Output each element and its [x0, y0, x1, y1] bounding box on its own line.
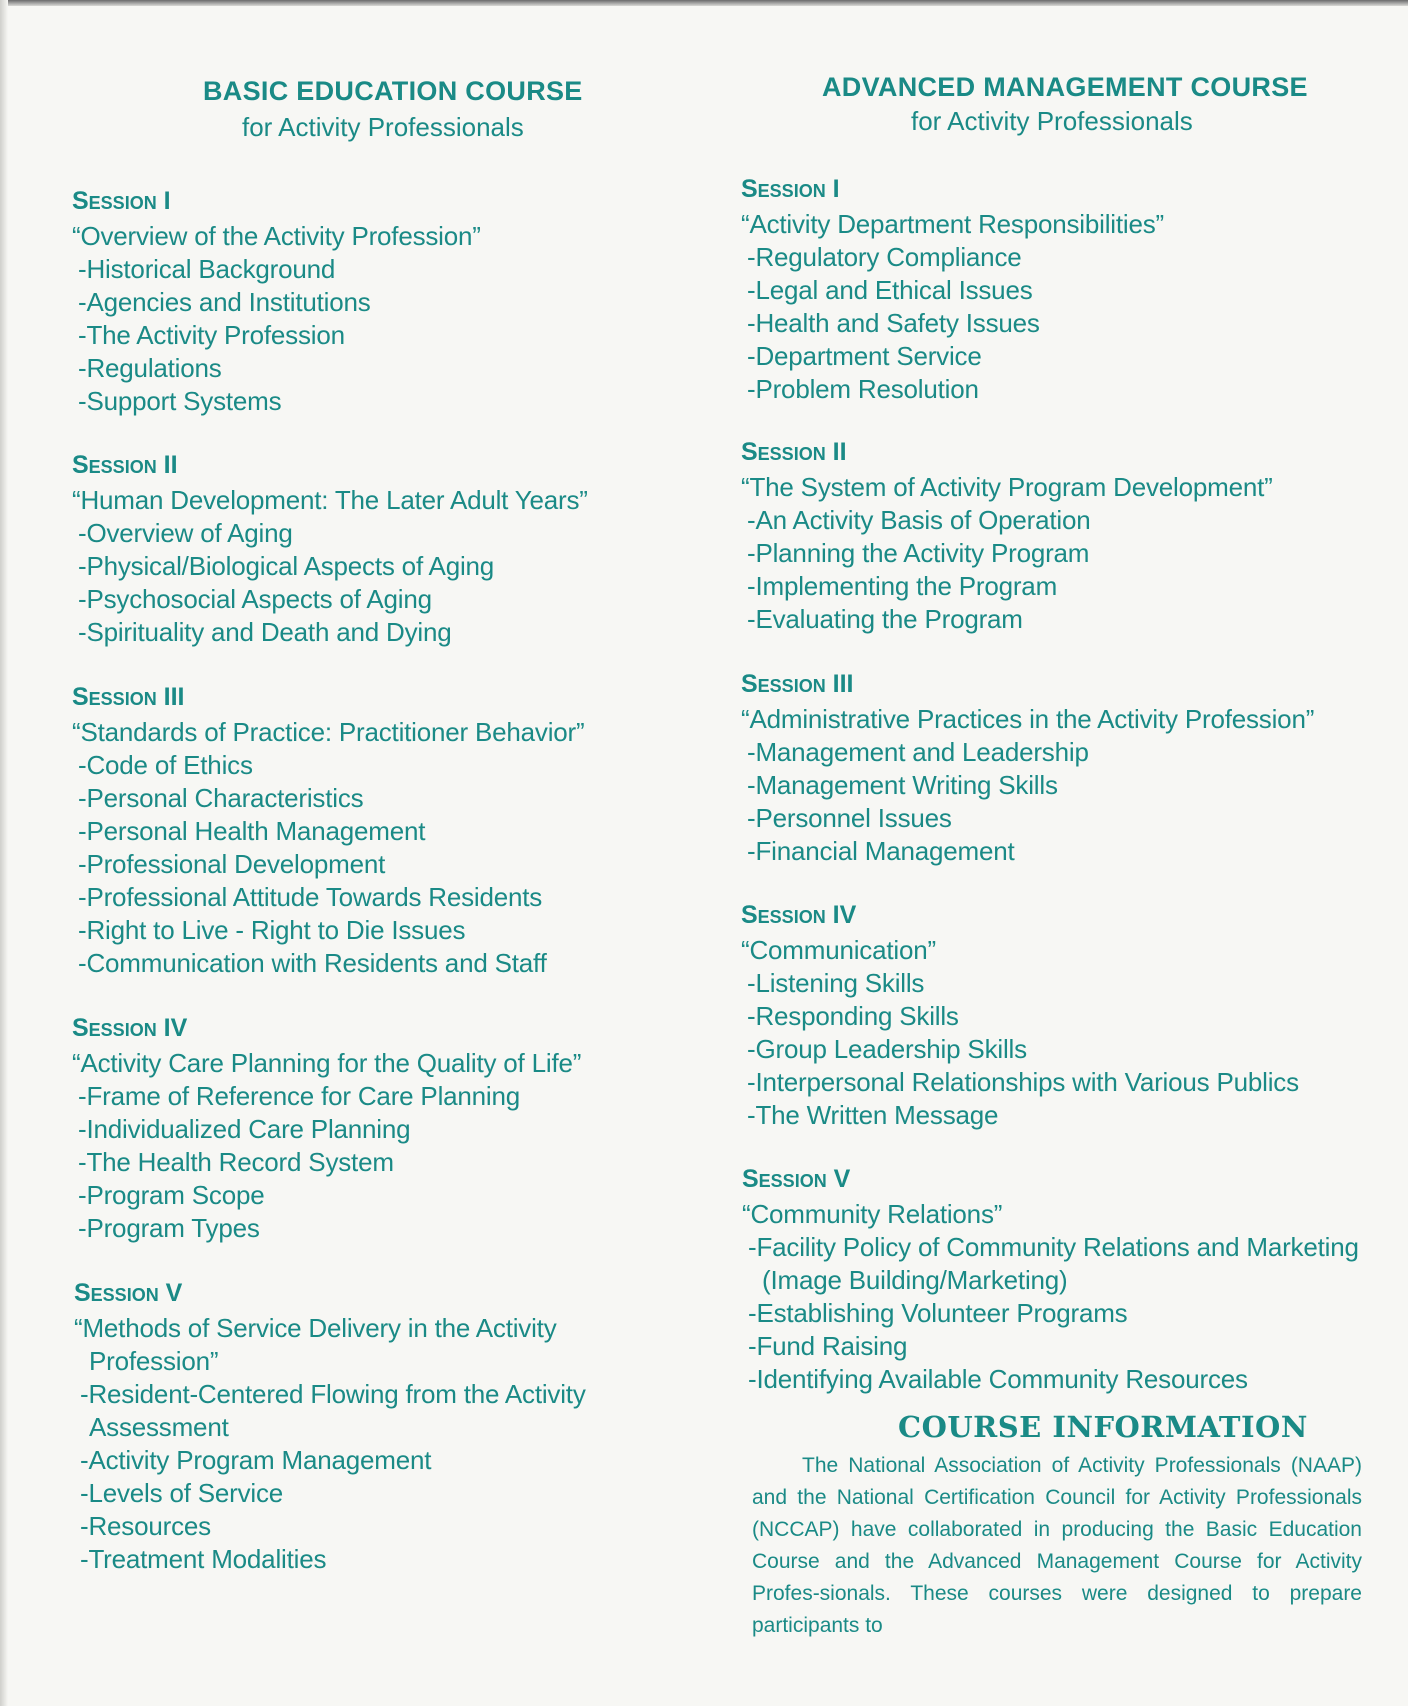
basic-session-2 — [72, 450, 588, 649]
session-item: -Listening Skills — [747, 968, 925, 998]
session-item: -Professional Attitude Towards Residents — [78, 882, 543, 912]
course-information-body — [752, 1450, 1362, 1642]
session-item: -Agencies and Institutions — [78, 287, 371, 317]
session-label: Session I — [72, 187, 171, 215]
session-item-continued: Assessment — [89, 1412, 229, 1442]
basic-course-title: BASIC EDUCATION COURSE — [203, 76, 583, 106]
session-label: Session IV — [72, 1014, 188, 1042]
session-item: -Fund Raising — [748, 1331, 908, 1361]
session-topic: “Community Relations” — [742, 1199, 1003, 1229]
session-item: -Management Writing Skills — [747, 770, 1058, 800]
session-item: -Spirituality and Death and Dying — [78, 617, 452, 647]
session-item: -Health and Safety Issues — [747, 308, 1040, 338]
session-item: -Personnel Issues — [747, 803, 952, 833]
session-topic-continued: Profession” — [89, 1346, 219, 1376]
session-item: -Right to Live - Right to Die Issues — [78, 915, 466, 945]
session-item: -Professional Development — [78, 849, 386, 879]
session-label: Session III — [741, 670, 854, 698]
session-item: -Support Systems — [78, 386, 282, 416]
session-item: -Frame of Reference for Care Planning — [78, 1081, 521, 1111]
session-item: -The Activity Profession — [78, 320, 345, 350]
session-topic: “Administrative Practices in the Activity Profession” — [741, 704, 1315, 734]
session-item: -Code of Ethics — [78, 750, 253, 780]
session-item: -The Written Message — [747, 1100, 999, 1130]
session-item: -Resident-Centered Flowing from the Activity — [80, 1379, 586, 1409]
session-label: Session III — [72, 683, 185, 711]
course-information-title: COURSE INFORMATION — [898, 1410, 1308, 1444]
session-item: -Facility Policy of Community Relations and Marketing — [748, 1232, 1359, 1262]
session-item: -Communication with Residents and Staff — [78, 948, 547, 978]
session-item: -Responding Skills — [747, 1001, 959, 1031]
session-item: -Personal Characteristics — [78, 783, 364, 813]
basic-course-subtitle: for Activity Professionals — [242, 112, 524, 142]
session-item: -Department Service — [747, 341, 982, 371]
session-item-continued: (Image Building/Marketing) — [762, 1265, 1068, 1295]
session-label: Session IV — [741, 901, 857, 929]
session-item: -Psychosocial Aspects of Aging — [78, 584, 432, 614]
session-item: -Levels of Service — [80, 1478, 284, 1508]
session-label: Session II — [741, 438, 847, 466]
session-topic: “Methods of Service Delivery in the Activity — [74, 1313, 557, 1343]
session-item: -Group Leadership Skills — [747, 1034, 1027, 1064]
session-label: Session I — [741, 175, 840, 203]
basic-session-3 — [72, 682, 584, 980]
session-item: -Evaluating the Program — [747, 604, 1023, 634]
advanced-session-2 — [741, 437, 1273, 636]
basic-session-5 — [74, 1278, 586, 1576]
basic-session-4 — [72, 1013, 581, 1245]
session-item: -Problem Resolution — [747, 374, 979, 404]
advanced-session-5 — [742, 1164, 1359, 1396]
advanced-session-3 — [741, 669, 1314, 868]
session-item: -Resources — [80, 1511, 211, 1541]
course-information-paragraph: The National Association of Activity Professionals (NAAP) and the National Certification Council for Activity Professionals (NCCAP) have collaborated in producing the Basic Education Course and the Advanced Management Course for Activity Profes-sionals. These courses were designed to prepare participants to — [752, 1454, 1362, 1637]
advanced-course-subtitle: for Activity Professionals — [911, 106, 1193, 136]
session-item: -Historical Background — [78, 254, 336, 284]
session-label: Session V — [74, 1279, 183, 1307]
session-label: Session II — [72, 451, 178, 479]
session-topic: “Activity Department Responsibilities” — [741, 209, 1164, 239]
session-topic: “Overview of the Activity Profession” — [72, 221, 481, 251]
session-item: -Physical/Biological Aspects of Aging — [78, 551, 495, 581]
basic-session-1 — [72, 186, 481, 418]
session-topic: “Human Development: The Later Adult Years” — [72, 485, 588, 515]
session-item: -Treatment Modalities — [80, 1544, 327, 1574]
session-topic: “Standards of Practice: Practitioner Behavior” — [72, 717, 585, 747]
session-item: -Interpersonal Relationships with Various Publics — [747, 1067, 1299, 1097]
advanced-session-4 — [741, 900, 1299, 1132]
session-topic: “Communication” — [741, 935, 936, 965]
session-item: -Regulations — [78, 353, 222, 383]
advanced-session-1 — [741, 174, 1164, 406]
session-item: -Regulatory Compliance — [747, 242, 1022, 272]
session-item: -Establishing Volunteer Programs — [748, 1298, 1128, 1328]
session-item: -Legal and Ethical Issues — [747, 275, 1033, 305]
page-left-edge — [0, 0, 8, 1706]
session-item: -Management and Leadership — [747, 737, 1089, 767]
page-top-edge — [0, 0, 1408, 6]
session-item: -The Health Record System — [78, 1147, 394, 1177]
session-item: -Personal Health Management — [78, 816, 426, 846]
session-item: -Financial Management — [747, 836, 1015, 866]
session-item: -Overview of Aging — [78, 518, 293, 548]
session-item: -Planning the Activity Program — [747, 538, 1090, 568]
session-topic: “The System of Activity Program Development” — [741, 472, 1273, 502]
session-item: -Program Types — [78, 1213, 260, 1243]
session-item: -Activity Program Management — [80, 1445, 432, 1475]
session-item: -An Activity Basis of Operation — [747, 505, 1091, 535]
session-item: -Individualized Care Planning — [78, 1114, 411, 1144]
session-topic: “Activity Care Planning for the Quality of Life” — [72, 1048, 582, 1078]
session-item: -Implementing the Program — [747, 571, 1058, 601]
session-item: -Identifying Available Community Resources — [748, 1364, 1248, 1394]
session-label: Session V — [742, 1165, 851, 1193]
session-item: -Program Scope — [78, 1180, 265, 1210]
advanced-course-title: ADVANCED MANAGEMENT COURSE — [822, 72, 1308, 102]
